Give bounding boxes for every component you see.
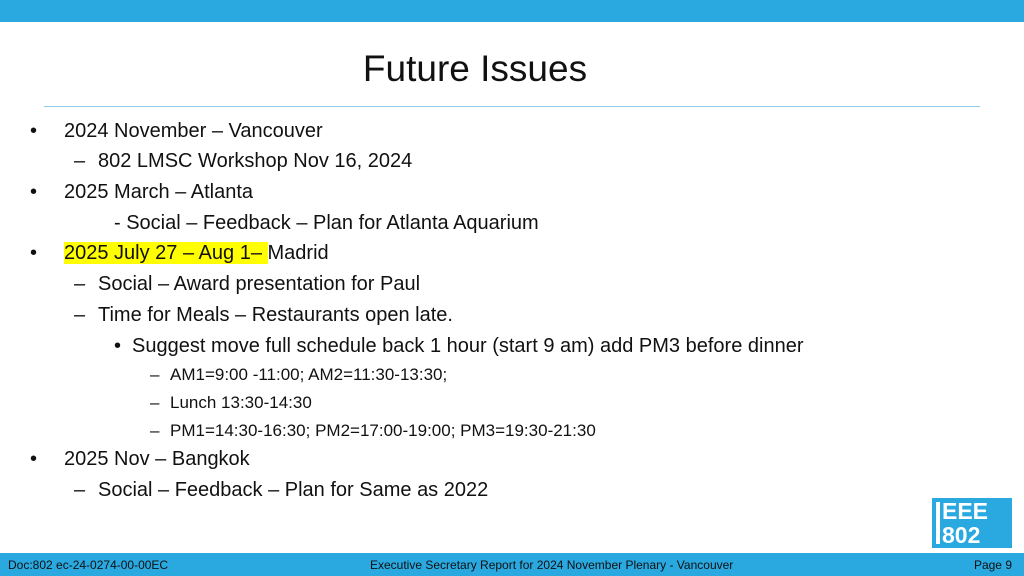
bullet-text: 2024 November – Vancouver: [64, 120, 323, 142]
bullet-item-11: [30, 446, 250, 472]
bullet-marker: •: [30, 448, 38, 470]
bullet-text: AM1=9:00 -11:00; AM2=11:30-13:30;: [170, 365, 448, 384]
logo-text: [942, 499, 988, 547]
logo-stripe: [936, 502, 940, 544]
highlighted-date: 2025 July 27 – Aug 1–: [64, 242, 268, 264]
footer-title: Executive Secretary Report for 2024 November Plenary - Vancouver: [370, 558, 734, 572]
bullet-text: Social – Feedback – Plan for Same as 2022: [98, 479, 489, 501]
footer-page-number: Page 9: [973, 558, 1012, 572]
bullet-item-4: [30, 240, 329, 266]
bullet-text: 2025 Nov – Bangkok: [64, 448, 250, 470]
bullet-item-12: [74, 477, 488, 503]
bullet-marker: •: [30, 181, 38, 203]
bullet-text: 2025 March – Atlanta: [64, 181, 254, 203]
logo-line-2: 802: [942, 522, 981, 548]
bullet-text: PM1=14:30-16:30; PM2=17:00-19:00; PM3=19:30-21:30: [170, 421, 596, 440]
bullet-item-5: [74, 271, 420, 297]
bullet-item-8: [150, 364, 447, 386]
bullet-text: 802 LMSC Workshop Nov 16, 2024: [98, 150, 413, 172]
bullet-marker: –: [150, 421, 160, 440]
bullet-text: Social – Award presentation for Paul: [98, 273, 421, 295]
bullet-text: - Social – Feedback – Plan for Atlanta Aquarium: [114, 212, 539, 234]
bullet-marker: •: [114, 335, 122, 357]
bullet-item-2: [30, 179, 253, 205]
bullet-item-0: [30, 118, 323, 144]
bullet-marker: –: [74, 273, 86, 295]
bullet-item-6: [74, 302, 453, 328]
bullet-item-7: [114, 333, 803, 359]
bullet-item-1: [74, 148, 412, 174]
logo-line-1: EEE: [942, 498, 989, 524]
bullet-marker: •: [30, 120, 38, 142]
footer-bar: [0, 553, 1024, 576]
bullet-marker: –: [74, 304, 86, 326]
bullet-marker: –: [74, 479, 86, 501]
bullet-marker: –: [74, 150, 86, 172]
footer-doc-id: Doc:802 ec-24-0274-00-00EC: [8, 558, 169, 572]
bullet-text: Suggest move full schedule back 1 hour (start 9 am) add PM3 before dinner: [132, 335, 804, 357]
bullet-marker: –: [150, 393, 160, 412]
bullet-text: Time for Meals – Restaurants open late.: [98, 304, 453, 326]
bullet-item-3: [114, 210, 539, 236]
title-divider: [44, 106, 980, 107]
bullet-marker: –: [150, 365, 160, 384]
bullet-item-9: [150, 392, 312, 414]
top-bar: [0, 0, 1024, 22]
bullet-text: Lunch 13:30-14:30: [170, 393, 312, 412]
bullet-item-10: [150, 420, 596, 442]
slide-title: Future Issues: [362, 48, 588, 89]
ieee-802-logo: [932, 498, 1012, 548]
bullet-marker: •: [30, 242, 38, 264]
bullet-text: Madrid: [267, 242, 329, 264]
